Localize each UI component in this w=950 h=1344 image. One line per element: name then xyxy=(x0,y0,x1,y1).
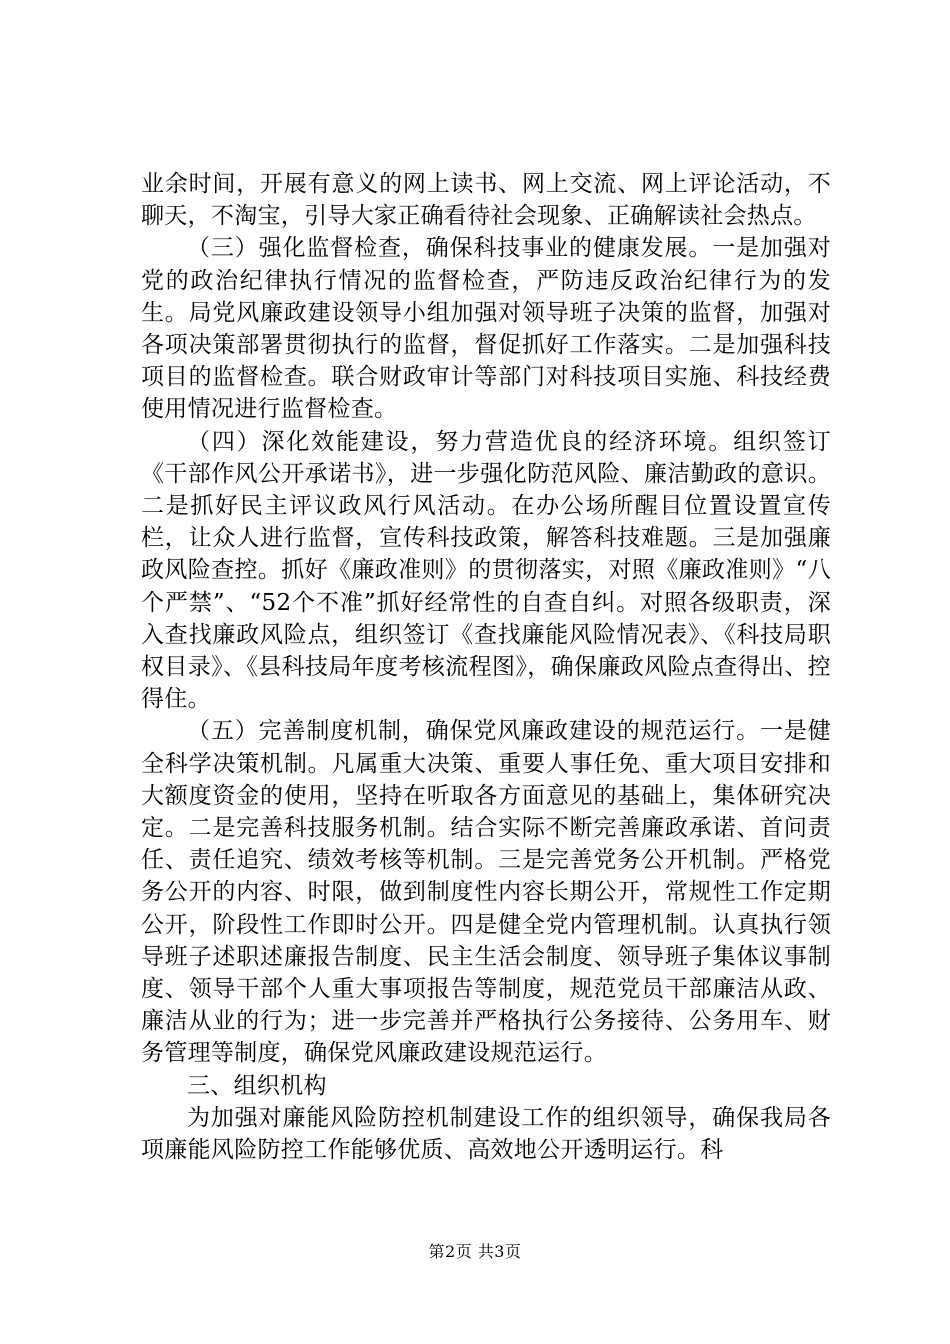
paragraph-section-5: （五）完善制度机制，确保党风廉政建设的规范运行。一是健全科学决策机制。凡属重大决策、重要人事任免、重大项目安排和大额度资金的使用，坚持在听取各方面意见的基础上，集体研究决定。二是完善科技服务机制。结合实际不断完善廉政承诺、首问责任、责任追究、绩效考核等机制。三是完善党务公开机制。严格党务公开的内容、时限，做到制度性内容长期公开，常规性工作定期公开，阶段性工作即时公开。四是健全党内管理机制。认真执行领导班子述职述廉报告制度、民主生活会制度、领导班子集体议事制度、领导干部个人重大事项报告等制度，规范党员干部廉洁从政、廉洁从业的行为；进一步完善并严格执行公务接待、公务用车、财务管理等制度，确保党风廉政建设规范运行。 xyxy=(141,718,831,1067)
paragraph-section-3: （三）强化监督检查，确保科技事业的健康发展。一是加强对党的政治纪律执行情况的监督检查，严防违反政治纪律行为的发生。局党风廉政建设领导小组加强对领导班子决策的监督，加强对各项决策部署贯彻执行的监督，督促抓好工作落实。二是加强科技项目的监督检查。联合财政审计等部门对科技项目实施、科技经费使用情况进行监督检查。 xyxy=(141,235,831,423)
paragraph-organization: 为加强对廉能风险防控机制建设工作的组织领导，确保我局各项廉能风险防控工作能够优质、高效地公开透明运行。科 xyxy=(141,1104,831,1164)
paragraph-section-4: （四）深化效能建设，努力营造优良的经济环境。组织签订《干部作风公开承诺书》，进一步强化防范风险、廉洁勤政的意识。二是抓好民主评议政风行风活动。在办公场所醒目位置设置宣传栏，让众人进行监督，宣传科技政策，解答科技难题。三是加强廉政风险查控。抓好《廉政准则》的贯彻落实，对照《廉政准则》“八个严禁”、“52个不准”抓好经常性的自查自纠。对照各级职责，深入查找廉政风险点，组织签订《查找廉能风险情况表》、《科技局职权目录》、《县科技局年度考核流程图》，确保廉政风险点查得出、控得住。 xyxy=(141,428,831,713)
heading-organization: 三、组织机构 xyxy=(187,1072,327,1099)
document-body xyxy=(141,168,831,1166)
page-footer: 第2页 共3页 xyxy=(428,1242,522,1261)
paragraph-continuation: 业余时间，开展有意义的网上读书、网上交流、网上评论活动，不聊天，不淘宝，引导大家正确看待社会现象、正确解读社会热点。 xyxy=(141,171,831,230)
